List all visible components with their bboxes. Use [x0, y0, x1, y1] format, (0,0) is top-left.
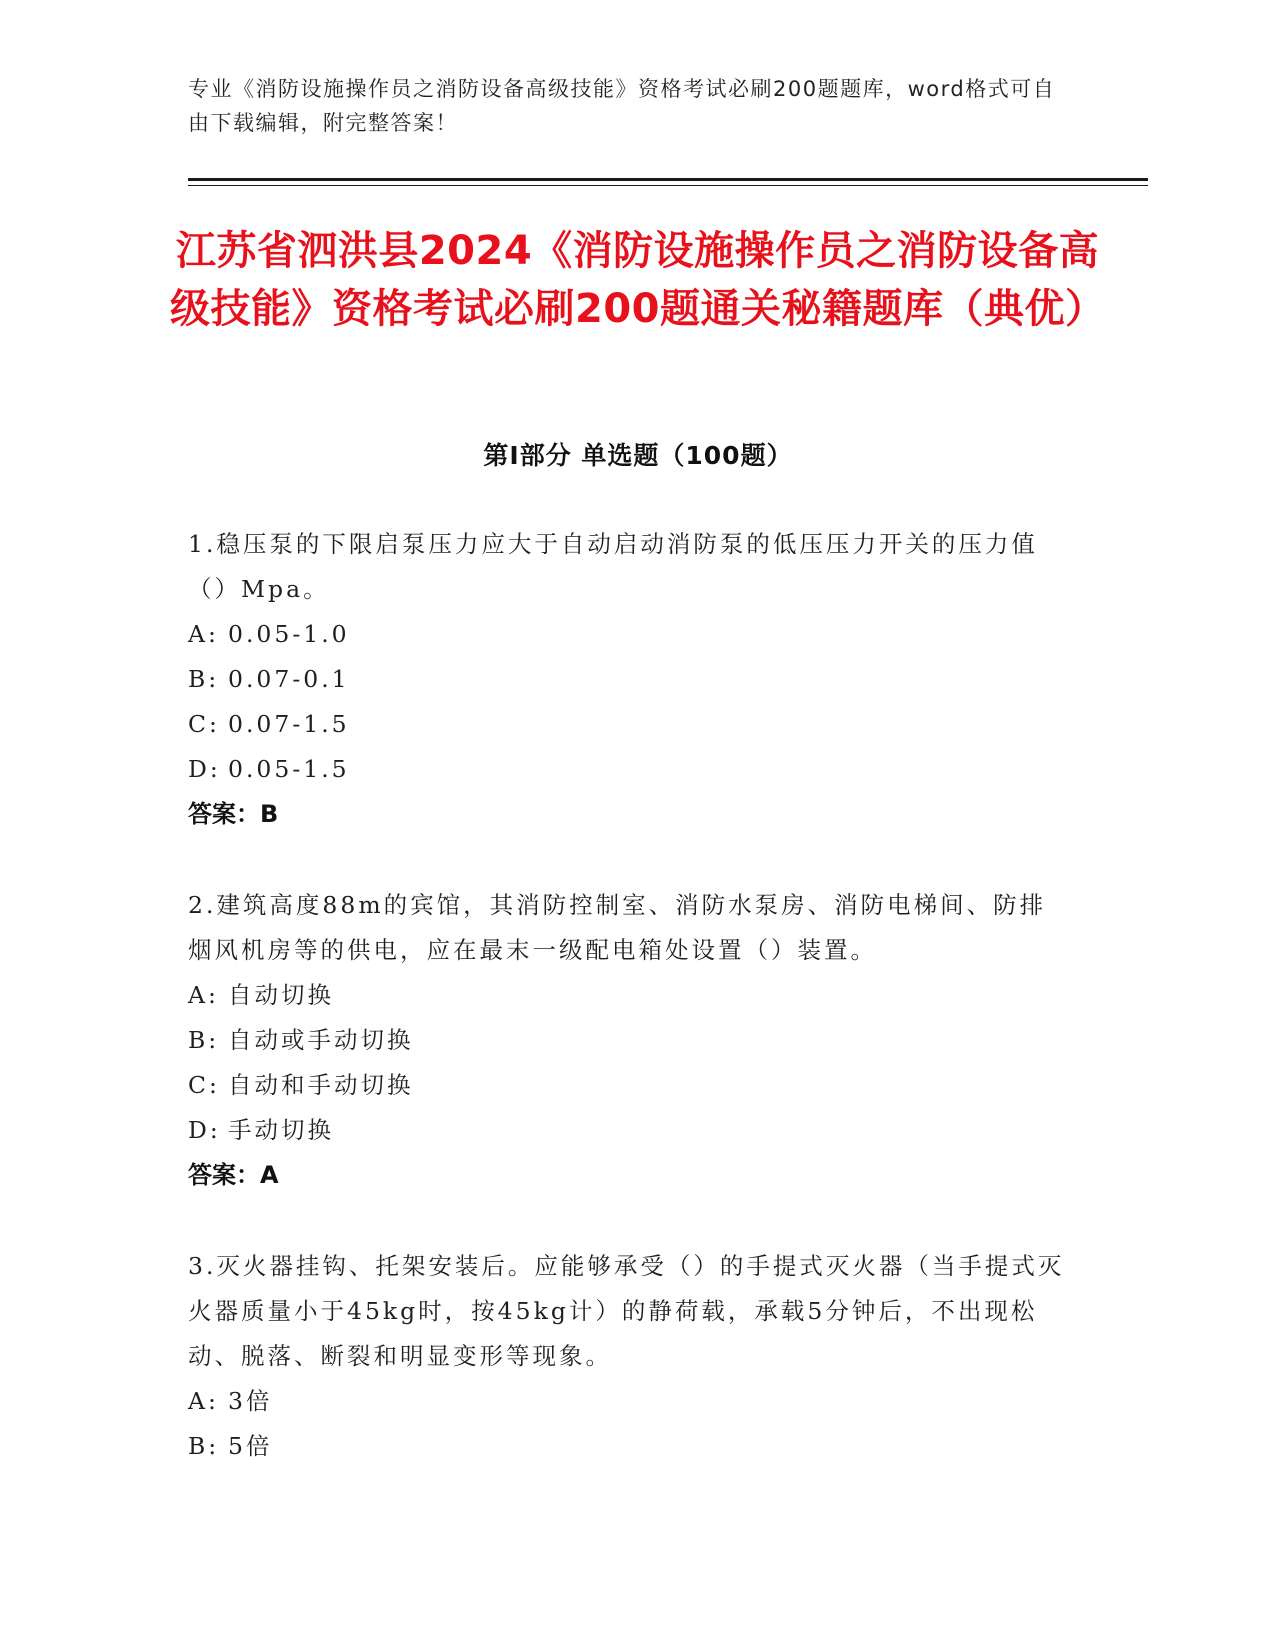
option-letter: D:	[188, 755, 221, 783]
option-a	[188, 973, 1068, 1018]
question-stem: 1.稳压泵的下限启泵压力应大于自动启动消防泵的低压压力开关的压力值（）Mpa。	[188, 530, 1038, 603]
option-text: 自动和手动切换	[228, 1071, 414, 1099]
option-text: 手动切换	[228, 1116, 334, 1144]
question-item	[188, 883, 1068, 1198]
option-b	[188, 1424, 1068, 1469]
answer-line: 答案：A	[188, 1161, 279, 1189]
answer-line: 答案：B	[188, 800, 279, 828]
header-rule-thick	[188, 178, 1148, 181]
option-text: 自动或手动切换	[228, 1026, 414, 1054]
option-letter: C:	[188, 1071, 220, 1099]
question-list	[188, 522, 1068, 1515]
question-stem: 2.建筑高度88m的宾馆，其消防控制室、消防水泵房、消防电梯间、防排烟风机房等的供电，应在最末一级配电箱处设置（）装置。	[188, 891, 1047, 964]
option-a	[188, 612, 1068, 657]
option-letter: B:	[188, 665, 220, 693]
option-a	[188, 1379, 1068, 1424]
option-text: 5倍	[228, 1432, 273, 1460]
header-note: 专业《消防设施操作员之消防设备高级技能》资格考试必刷200题题库，word格式可自由下载编辑，附完整答案！	[188, 77, 1056, 135]
option-text: 3倍	[228, 1387, 273, 1415]
option-text: 0.05-1.5	[228, 755, 350, 783]
section-title: 第Ⅰ部分 单选题（100题）	[483, 441, 793, 470]
header-rule-thin	[188, 185, 1148, 186]
option-d	[188, 1108, 1068, 1153]
question-item	[188, 1244, 1068, 1469]
option-text: 0.07-0.1	[228, 665, 350, 693]
option-letter: A:	[188, 1387, 219, 1415]
option-letter: A:	[188, 620, 219, 648]
question-stem: 3.灭火器挂钩、托架安装后。应能够承受（）的手提式灭火器（当手提式灭火器质量小于45kg时，按45kg计）的静荷载，承载5分钟后，不出现松动、脱落、断裂和明显变形等现象。	[188, 1252, 1065, 1370]
option-letter: B:	[188, 1026, 220, 1054]
option-text: 0.05-1.0	[228, 620, 350, 648]
option-letter: B:	[188, 1432, 220, 1460]
option-b	[188, 1018, 1068, 1063]
option-text: 自动切换	[228, 981, 334, 1009]
question-item	[188, 522, 1068, 837]
option-c	[188, 1063, 1068, 1108]
option-letter: C:	[188, 710, 220, 738]
option-c	[188, 702, 1068, 747]
document-title: 江苏省泗洪县2024《消防设施操作员之消防设备高级技能》资格考试必刷200题通关秘籍题库（典优）	[170, 228, 1106, 332]
option-letter: A:	[188, 981, 219, 1009]
option-b	[188, 657, 1068, 702]
option-text: 0.07-1.5	[228, 710, 350, 738]
option-d	[188, 747, 1068, 792]
option-letter: D:	[188, 1116, 221, 1144]
